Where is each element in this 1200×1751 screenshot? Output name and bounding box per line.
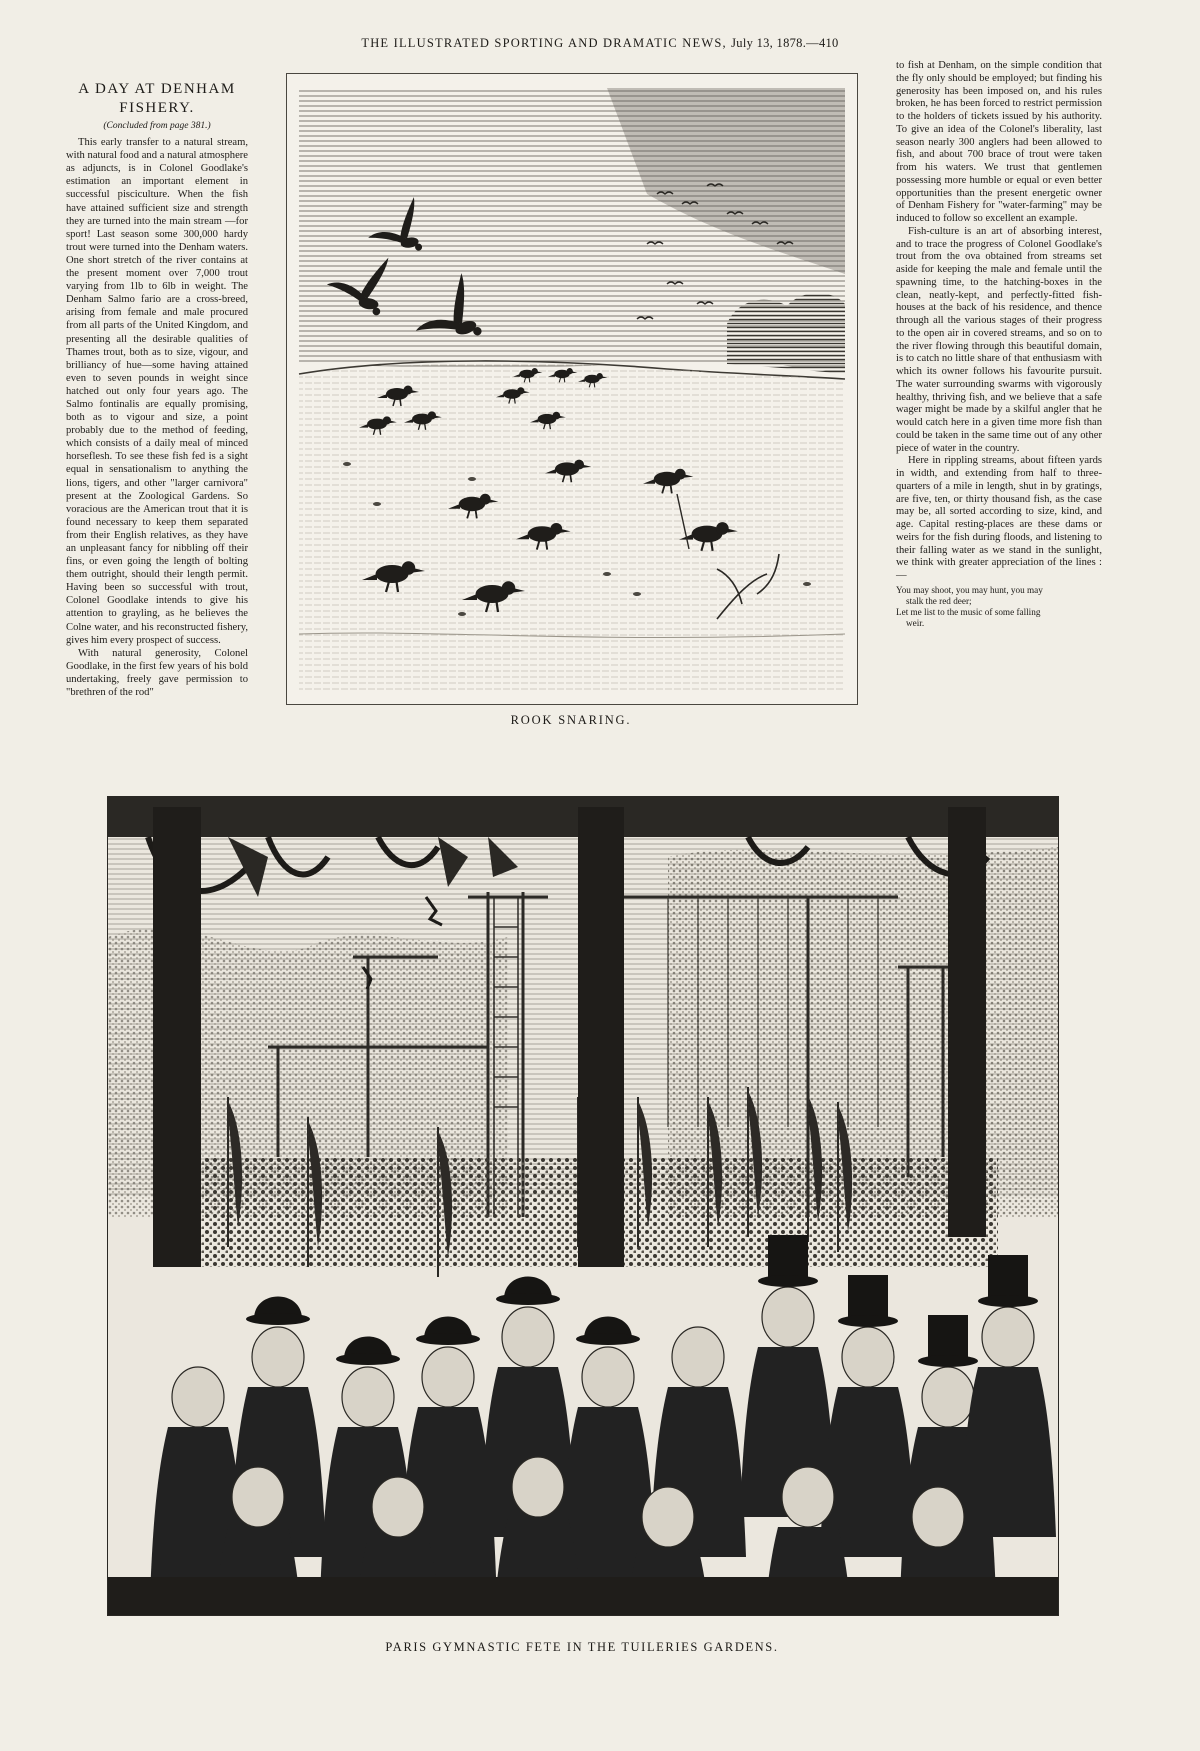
- running-title: THE ILLUSTRATED SPORTING AND DRAMATIC NEWS,: [361, 36, 727, 50]
- running-head: [0, 36, 1200, 51]
- rook-snaring-engraving: [286, 73, 858, 705]
- rook-snaring-caption: ROOK SNARING.: [510, 713, 632, 727]
- verse-line: weir.: [906, 617, 925, 628]
- gymnastic-fete-engraving: [107, 796, 1059, 1616]
- gymnastic-fete-caption: PARIS GYMNASTIC FETE IN THE TUILERIES GARDENS.: [385, 1640, 779, 1654]
- verse-line: stalk the red deer;: [906, 595, 972, 606]
- article-paragraph: to fish at Denham, on the simple condition that the fly only should be employed; but finding his generosity has been imposed on, and his rules broken, he has been forced to restrict permission to the holders of tickets issued by his authority. To give an idea of the Colonel's liberality, last season nearly 300 anglers had been allowed to fish, and about 700 brace of trout were taken from his waters. We trust that gentlemen possessing more humble or equal or even better opportunities than the present energetic owner of Denham Fishery for "water-farming" may be induced to follow so excellent an example.: [896, 60, 1102, 224]
- article-title: A DAY AT DENHAM FISHERY.: [78, 81, 236, 116]
- article-right-column: [896, 60, 1102, 629]
- article-paragraph: Fish-culture is an art of absorbing interest, and to trace the progress of Colonel Goodlake's trout from the ova obtained from streams set aside for keeping the male and female until the spawning time, to the hatching-boxes in the clean, neatly-kept, and perfectly-fitted fish-houses at the back of his residence, and thence through all the various stages of their progress to the open air in covered streams, and so on to the river flowing through this beautiful domain, is to catch no little share of that enthusiasm with which its owner follows his favourite pursuit. The water surrounding swarms with vigorously healthy, thriving fish, and we believe that a safe wager might be made by a skilful angler that he would catch here in a given time more fish than could be taken in the same time out of any other piece of water in the country.: [896, 225, 1102, 454]
- concluded-note: (Concluded from page 381.): [103, 121, 211, 131]
- article-left-column: [66, 80, 248, 699]
- verse-line: Let me list to the music of some falling: [896, 606, 1041, 617]
- article-paragraph: With natural generosity, Colonel Goodlake, in the first few years of his bold undertaking, freely gave permission to "brethren of the rod": [66, 647, 248, 699]
- article-paragraph: Here in rippling streams, about fifteen yards in width, and extending from half to three-quarters of a mile in length, shut in by gratings, are five, ten, or thirty thousand fish, as the case may be, all sorted according to size, kind, and age. Capital resting-places are these dams or weirs for the fish during floods, and listening to their falling water as we stand in the sunlight, we think with greater appreciation of the lines :—: [896, 455, 1102, 581]
- verse-quotation: [896, 585, 1102, 629]
- gymnastic-fete-image: [108, 797, 1058, 1615]
- date-page-number: July 13, 1878.—410: [731, 36, 839, 50]
- verse-line: You may shoot, you may hunt, you may: [896, 584, 1043, 595]
- rook-snaring-image: [287, 74, 857, 704]
- article-paragraph: This early transfer to a natural stream, with natural food and a natural atmosphere as adjuncts, is in Colonel Goodlake's estimation an important element in successful pisciculture. When the fish have attained sufficient size and strength they are turned into the main stream —for sport! Last season some 300,000 hardy trout were turned into the Denham waters. One short stretch of the river contains at the present moment over 7,000 trout varying from 1lb to 6lb in weight. The Denham Salmo fario are a cross-breed, arising from female and male procured from all parts of the United Kingdom, and presenting all the desirable qualities of Thames trout, both as to size, vigour, and brilliancy of hue—some having attained even to seven pounds in weight since hatched out only four years ago. The Salmo fontinalis are equally promising, both as to vigour and size, a point probably due to the method of feeding, which consists of a daily meal of minced horseflesh. To see these fish fed is a sight equal in sensationalism to anything the lions, tigers, and other "larger carnivora" present at the Zoological Gardens. So voracious are the American trout that it is found necessary to keep them separated from their English relatives, as they have an unpleasant fancy for nibbling off their fins, or even going the length of bolting them outright, should their length permit. Having been so successful with trout, Colonel Goodlake intends to give his attention to grayling, as he believes the Colne water, and his reconstructed fishery, gives him every prospect of success.: [66, 137, 248, 646]
